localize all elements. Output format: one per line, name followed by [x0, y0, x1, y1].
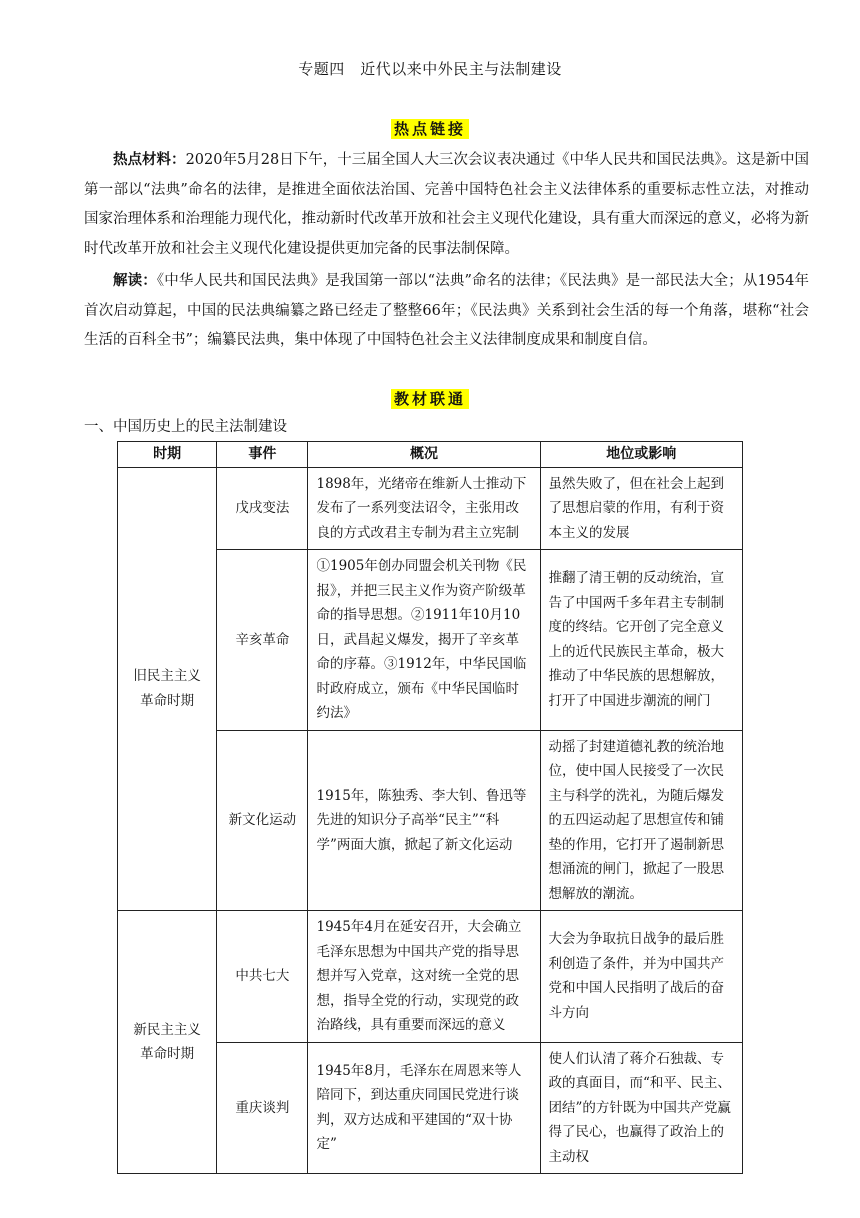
event-cell: 中共七大 [217, 911, 308, 1043]
material-text: 2020年5月28日下午，十三届全国人大三次会议表决通过《中华人民共和国民法典》。这是新中国第一部以“法典”命名的法律，是推进全面依法治国、完善中国特色社会主义法律体系的重要标志性立法，对推动国家治理体系和治理能力现代化，推动新时代改革开放和社会主义现代化建设，具有重大而深远的意义，必将为新时代改革开放和社会主义现代化建设提供更加完备的民事法制保障。 [84, 152, 810, 257]
overview-cell: 1898年，光绪帝在维新人士推动下发布了一系列变法诏令，主张用改良的方式改君主专制为君主立宪制 [308, 467, 540, 550]
hot-material-paragraph [84, 145, 809, 264]
event-cell: 新文化运动 [217, 730, 308, 911]
event-cell: 重庆谈判 [217, 1042, 308, 1174]
reading-label: 解读： [113, 272, 157, 289]
column-header-overview: 概况 [308, 442, 540, 468]
impact-cell: 推翻了清王朝的反动统治，宣告了中国两千多年君主专制制度的终结。它开创了完全意义上的近代民族民主革命，极大推动了中华民族的思想解放，打开了中国进步潮流的闸门 [540, 550, 743, 731]
event-cell: 辛亥革命 [217, 550, 308, 731]
table-row [118, 467, 743, 550]
textbook-banner [0, 388, 860, 409]
page-title: 专题四 近代以来中外民主与法制建设 [298, 60, 562, 78]
reading-text: 《中华人民共和国民法典》是我国第一部以“法典”命名的法律；《民法典》是一部民法大全；从1954年首次启动算起，中国的民法典编纂之路已经走了整整66年；《民法典》关系到社会生活的每一个角落，堪称“社会生活的百科全书”；编纂民法典，集中体现了中国特色社会主义法律制度成果和制度自信。 [84, 273, 809, 348]
overview-cell: 1945年8月，毛泽东在周恩来等人陪同下，到达重庆同国民党进行谈判，双方达成和平建国的“双十协定” [308, 1042, 540, 1174]
column-header-event: 事件 [217, 442, 308, 468]
overview-cell: ①1905年创办同盟会机关刊物《民报》，并把三民主义作为资产阶级革命的指导思想。②1911年10月10日，武昌起义爆发，揭开了辛亥革命的序幕。③1912年，中华民国临时政府成立，颁布《中华民国临时约法》 [308, 550, 540, 731]
column-header-period: 时期 [118, 442, 217, 468]
hot-topic-banner [0, 118, 860, 139]
hot-topic-banner-label: 热点链接 [391, 119, 469, 139]
reading-paragraph [84, 266, 809, 356]
section-subheading: 一、中国历史上的民主法制建设 [84, 419, 287, 435]
material-label: 热点材料： [113, 151, 186, 168]
period-cell: 新民主主义革命时期 [118, 911, 217, 1174]
impact-cell: 动摇了封建道德礼教的统治地位，使中国人民接受了一次民主与科学的洗礼，为随后爆发的五四运动起了思想宣传和铺垫的作用，它打开了遏制新思想涌流的闸门，掀起了一股思想解放的潮流。 [540, 730, 743, 911]
impact-cell: 虽然失败了，但在社会上起到了思想启蒙的作用，有利于资本主义的发展 [540, 467, 743, 550]
impact-cell: 使人们认清了蒋介石独裁、专政的真面目，而“和平、民主、团结”的方针既为中国共产党赢得了民心，也赢得了政治上的主动权 [540, 1042, 743, 1174]
event-cell: 戊戌变法 [217, 467, 308, 550]
textbook-banner-label: 教材联通 [391, 389, 469, 409]
period-cell: 旧民主主义革命时期 [118, 467, 217, 911]
table-row [118, 911, 743, 1043]
history-table [117, 441, 743, 1174]
impact-cell: 大会为争取抗日战争的最后胜利创造了条件，并为中国共产党和中国人民指明了战后的奋斗方向 [540, 911, 743, 1043]
table-header-row [118, 442, 743, 468]
overview-cell: 1945年4月在延安召开，大会确立毛泽东思想为中国共产党的指导思想并写入党章，这对统一全党的思想，指导全党的行动，实现党的政治路线，具有重要而深远的意义 [308, 911, 540, 1043]
overview-cell: 1915年，陈独秀、李大钊、鲁迅等先进的知识分子高举“民主”“科学”两面大旗，掀起了新文化运动 [308, 730, 540, 911]
column-header-impact: 地位或影响 [540, 442, 743, 468]
